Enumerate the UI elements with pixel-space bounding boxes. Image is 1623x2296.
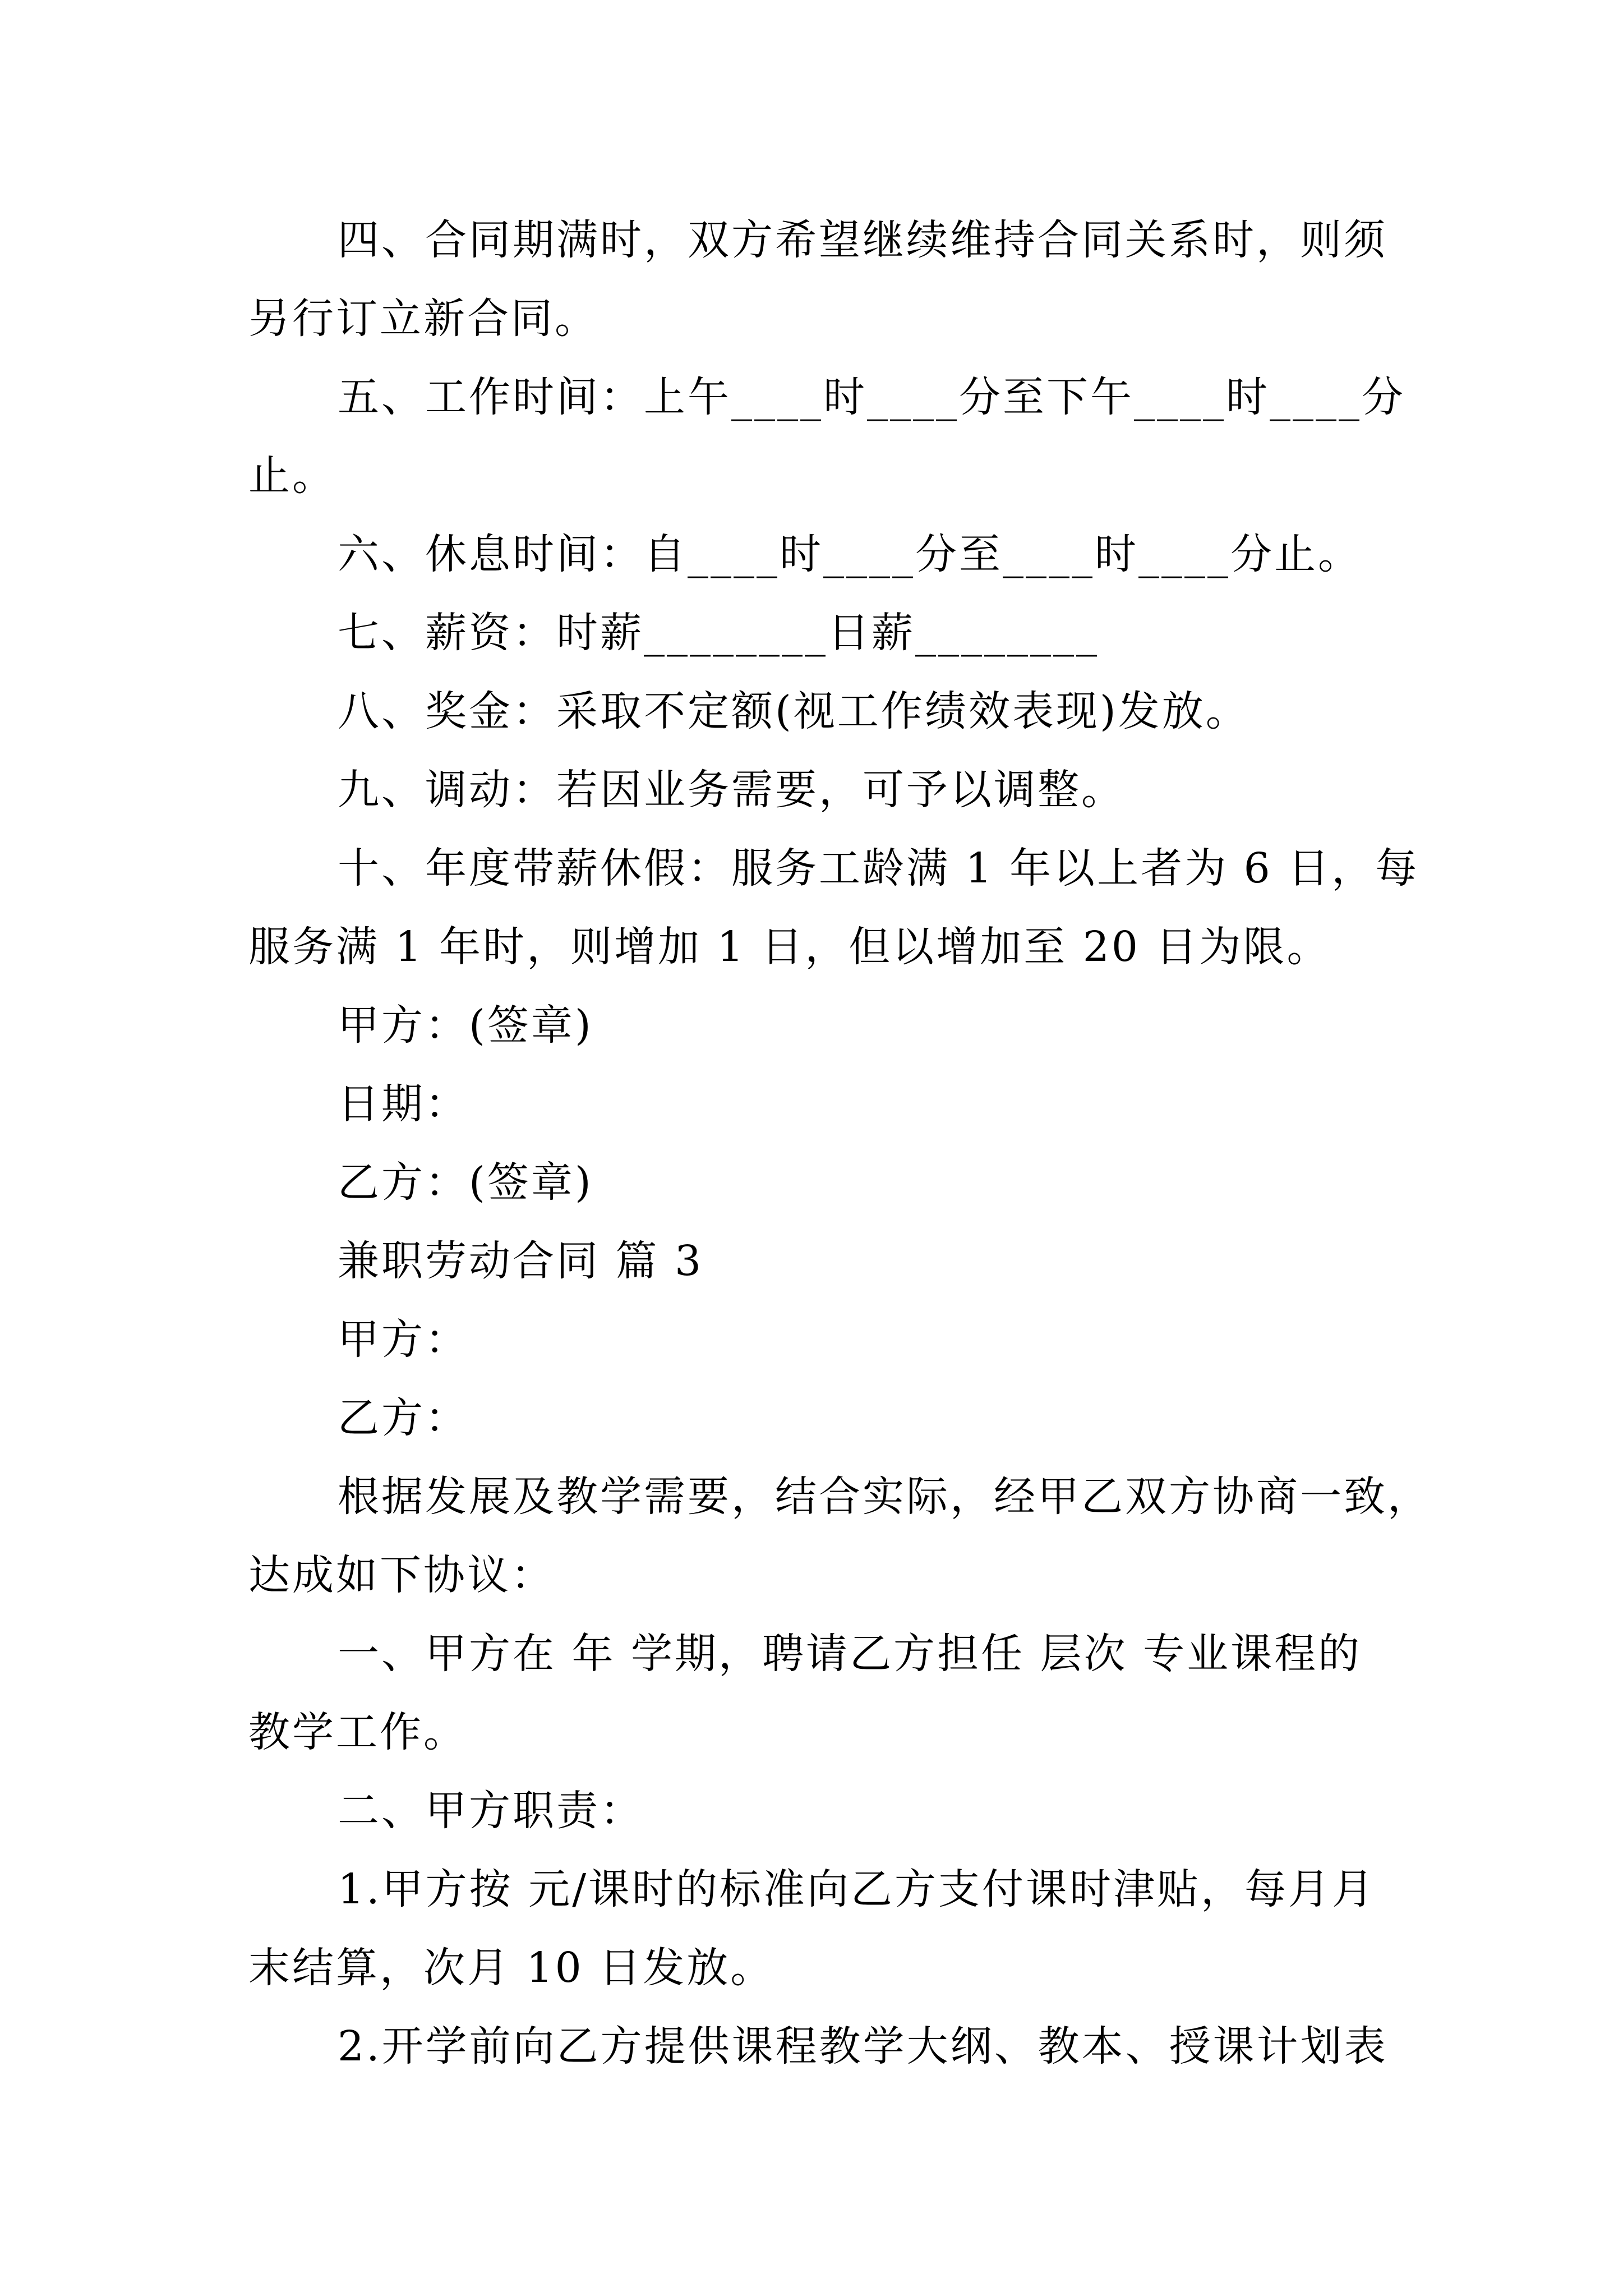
clause-8: 八、奖金：采取不定额(视工作绩效表现)发放。	[338, 687, 1249, 735]
article-1-line-1: 一、甲方在 年 学期，聘请乙方担任 层次 专业课程的	[338, 1630, 1362, 1678]
clause-4-line-2: 另行订立新合同。	[248, 295, 598, 343]
party-a-label: 甲方：	[338, 1315, 469, 1364]
article-1-line-2: 教学工作。	[248, 1708, 467, 1756]
signature-party-b: 乙方：(签章)	[338, 1158, 593, 1207]
clause-5-line-1: 五、工作时间：上午____时____分至下午____时____分	[338, 373, 1405, 421]
party-b-label: 乙方：	[338, 1394, 469, 1442]
intro-line-1: 根据发展及教学需要，结合实际，经甲乙双方协商一致，	[338, 1473, 1431, 1521]
signature-party-a: 甲方：(签章)	[338, 1001, 593, 1050]
clause-7: 七、薪资：时薪________日薪________	[338, 609, 1099, 657]
article-2-item-2: 2.开学前向乙方提供课程教学大纲、教本、授课计划表	[338, 2022, 1388, 2070]
signature-date: 日期：	[338, 1080, 469, 1128]
clause-9: 九、调动：若因业务需要，可予以调整。	[338, 766, 1125, 814]
section-heading: 兼职劳动合同 篇 3	[338, 1237, 704, 1285]
article-2-item-1-line-1: 1.甲方按 元/课时的标准向乙方支付课时津贴，每月月	[338, 1865, 1376, 1913]
clause-6: 六、休息时间：自____时____分至____时____分止。	[338, 530, 1362, 578]
intro-line-2: 达成如下协议：	[248, 1551, 555, 1599]
article-2-heading: 二、甲方职责：	[338, 1787, 644, 1835]
clause-5-line-2: 止。	[248, 452, 336, 500]
article-2-item-1-line-2: 末结算，次月 10 日发放。	[248, 1944, 774, 1992]
clause-4-line-1: 四、合同期满时，双方希望继续维持合同关系时，则须	[338, 216, 1387, 264]
clause-10-line-1: 十、年度带薪休假：服务工龄满 1 年以上者为 6 日，每	[338, 844, 1419, 892]
clause-10-line-2: 服务满 1 年时，则增加 1 日，但以增加至 20 日为限。	[248, 923, 1331, 971]
